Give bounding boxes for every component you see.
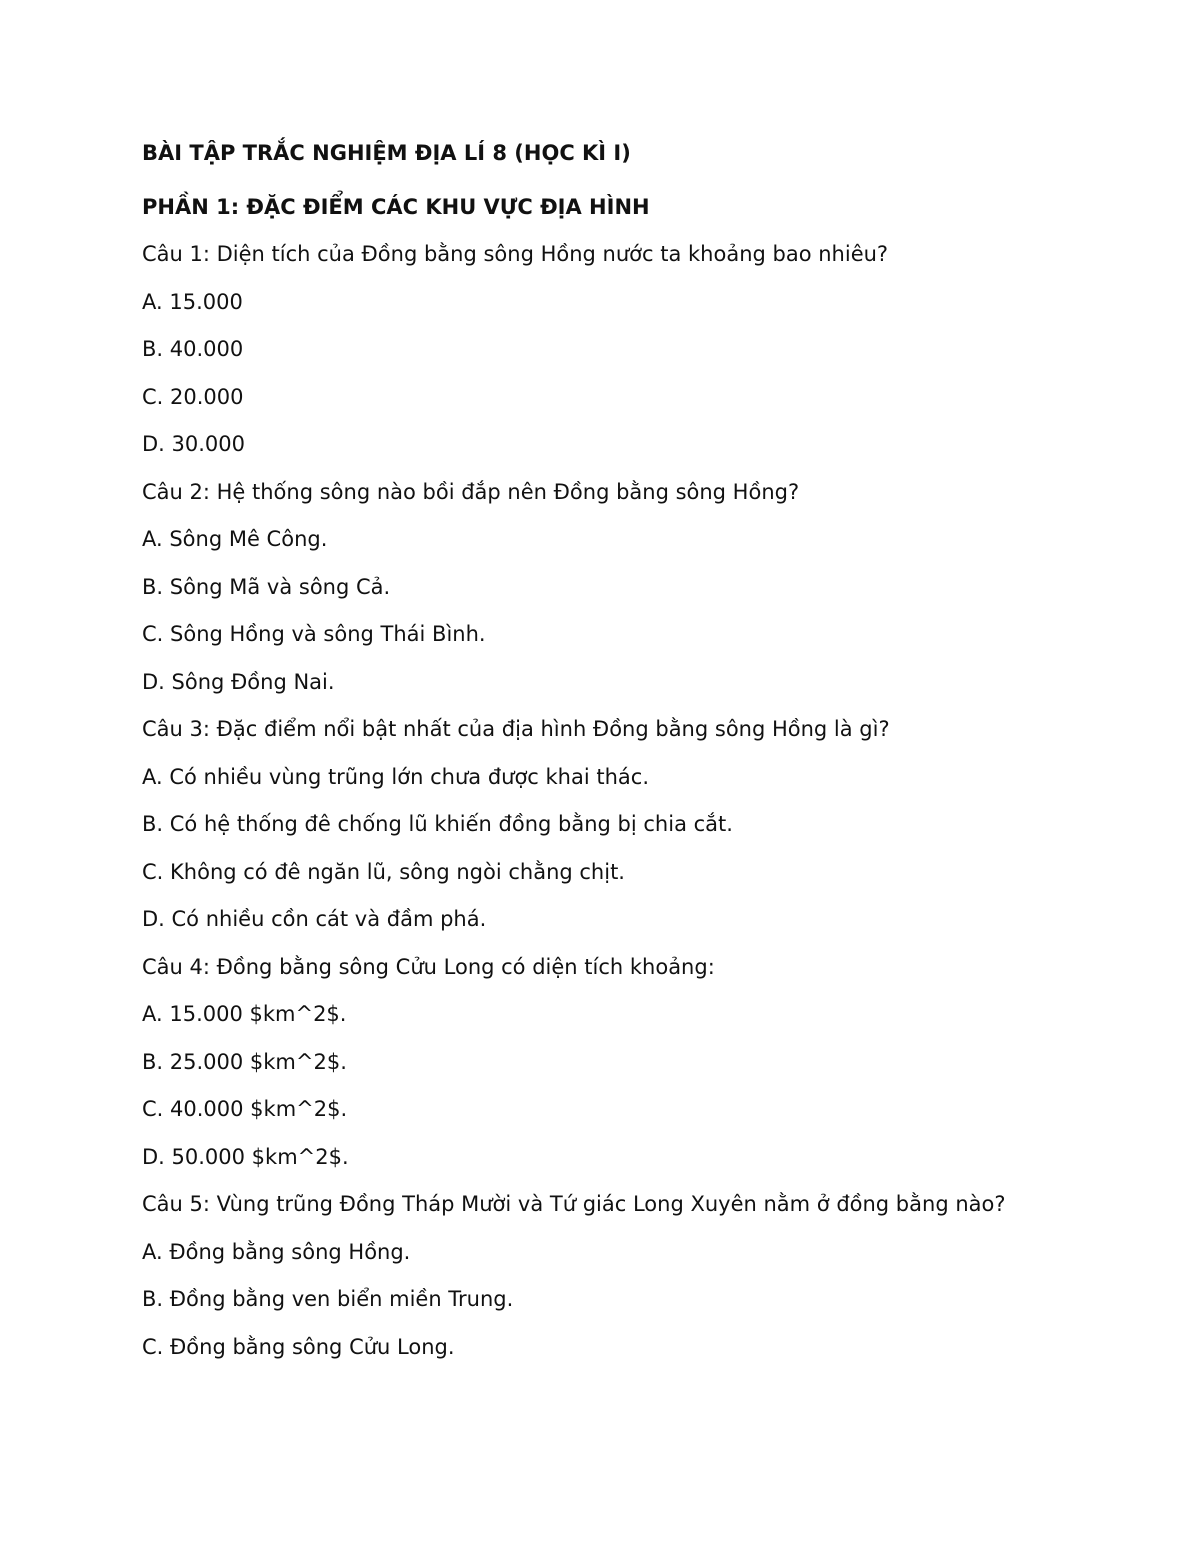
document-title: BÀI TẬP TRẮC NGHIỆM ĐỊA LÍ 8 (HỌC KÌ I) bbox=[142, 141, 631, 165]
q4-option-a: A. 15.000 $km^2$. bbox=[142, 1002, 347, 1026]
question-1: Câu 1: Diện tích của Đồng bằng sông Hồng nước ta khoảng bao nhiêu? bbox=[142, 242, 889, 266]
q3-option-c: C. Không có đê ngăn lũ, sông ngòi chằng chịt. bbox=[142, 859, 625, 884]
q2-option-d: D. Sông Đồng Nai. bbox=[142, 669, 335, 694]
q4-option-d: D. 50.000 $km^2$. bbox=[142, 1144, 349, 1169]
q4-option-c: C. 40.000 $km^2$. bbox=[142, 1097, 348, 1121]
q3-option-a: A. Có nhiều vùng trũng lớn chưa được khai thác. bbox=[142, 764, 650, 789]
section-heading: PHẦN 1: ĐẶC ĐIỂM CÁC KHU VỰC ĐỊA HÌNH bbox=[142, 195, 650, 219]
document-content bbox=[142, 138, 1062, 1379]
q1-option-d: D. 30.000 bbox=[142, 432, 246, 456]
q3-option-d: D. Có nhiều cồn cát và đầm phá. bbox=[142, 907, 487, 931]
q5-option-b: B. Đồng bằng ven biển miền Trung. bbox=[142, 1287, 514, 1311]
question-5: Câu 5: Vùng trũng Đồng Tháp Mười và Tứ giác Long Xuyên nằm ở đồng bằng nào? bbox=[142, 1192, 1006, 1216]
q2-option-a: A. Sông Mê Công. bbox=[142, 527, 328, 551]
q4-option-b: B. 25.000 $km^2$. bbox=[142, 1049, 347, 1074]
q1-option-b: B. 40.000 bbox=[142, 337, 244, 361]
q2-option-b: B. Sông Mã và sông Cả. bbox=[142, 574, 391, 599]
q5-option-a: A. Đồng bằng sông Hồng. bbox=[142, 1239, 411, 1264]
q1-option-a: A. 15.000 bbox=[142, 289, 243, 314]
question-2: Câu 2: Hệ thống sông nào bồi đắp nên Đồng bằng sông Hồng? bbox=[142, 479, 800, 504]
question-4: Câu 4: Đồng bằng sông Cửu Long có diện tích khoảng: bbox=[142, 954, 715, 979]
q1-option-c: C. 20.000 bbox=[142, 384, 244, 409]
q3-option-b: B. Có hệ thống đê chống lũ khiến đồng bằng bị chia cắt. bbox=[142, 812, 733, 836]
q2-option-c: C. Sông Hồng và sông Thái Bình. bbox=[142, 622, 486, 646]
question-3: Câu 3: Đặc điểm nổi bật nhất của địa hình Đồng bằng sông Hồng là gì? bbox=[142, 717, 890, 741]
q5-option-c: C. Đồng bằng sông Cửu Long. bbox=[142, 1334, 455, 1359]
